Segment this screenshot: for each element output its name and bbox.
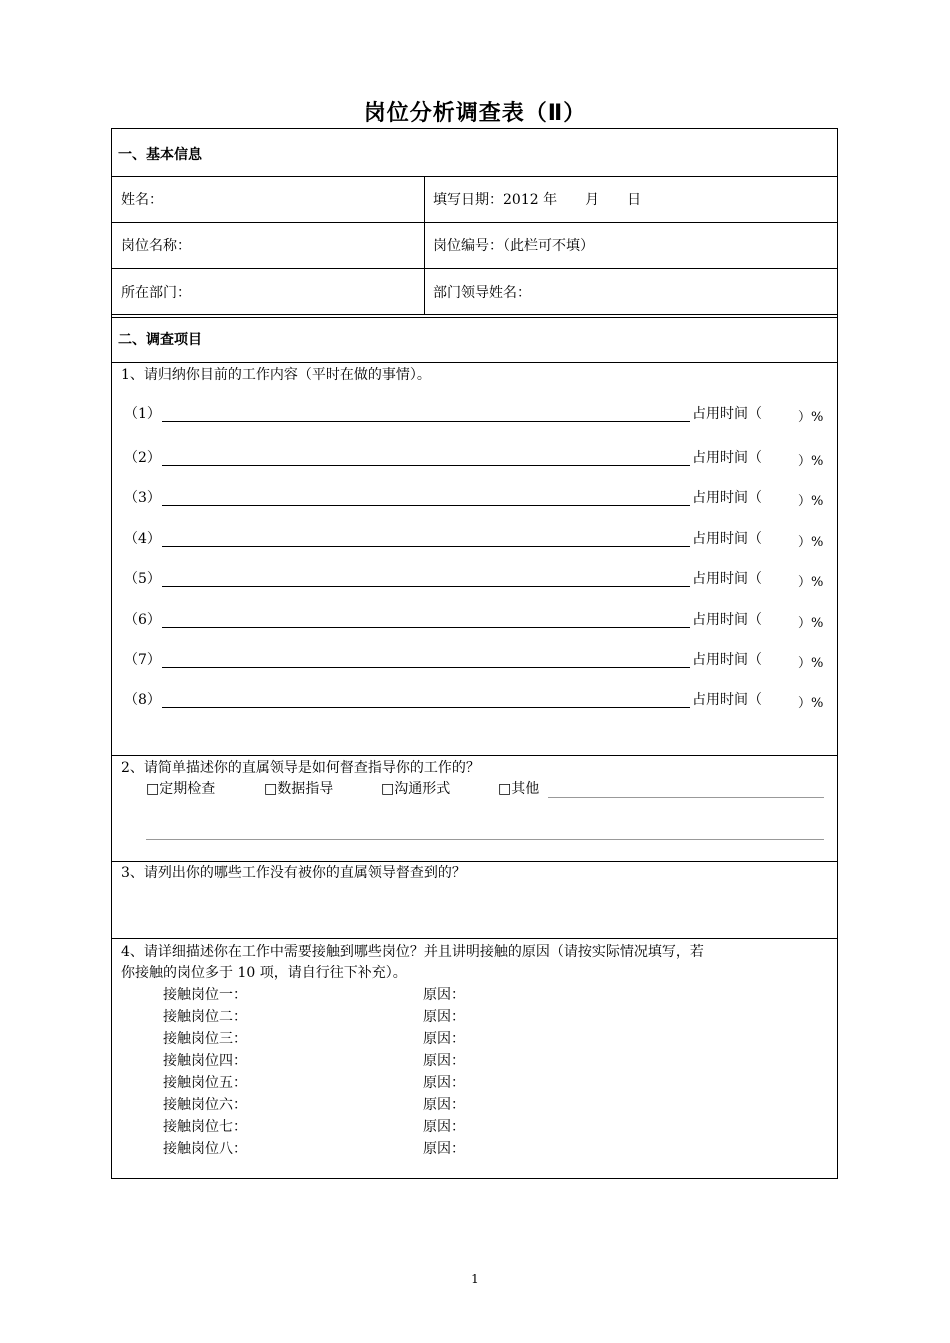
position-name-label: 岗位名称： [121, 238, 191, 254]
q4-reason-label: 原因： [423, 1097, 465, 1113]
name-label: 姓名： [121, 192, 163, 208]
q2-option-communication[interactable]: □沟通形式 [381, 781, 451, 797]
q2-other-line[interactable] [548, 797, 824, 798]
section2-heading: 二、调查项目 [118, 332, 202, 348]
q1-time-label: 占用时间（ [692, 571, 762, 587]
q1-time-label: 占用时间（ [692, 406, 762, 422]
q1-time-label: 占用时间（ [692, 490, 762, 506]
q1-time-label: 占用时间（ [692, 612, 762, 628]
q4-contact-label: 接触岗位四： [163, 1053, 247, 1069]
page-number: 1 [471, 1272, 479, 1286]
q1-percent-label: ）% [798, 616, 824, 631]
q1-percent-label: ）% [798, 410, 824, 425]
q1-percent-label: ）% [798, 454, 824, 469]
q1-item-number: （2） [124, 450, 161, 466]
q2-text: 2、请简单描述你的直属领导是如何督查指导你的工作的？ [121, 760, 480, 776]
q4-contact-label: 接触岗位二： [163, 1009, 247, 1025]
q4-contact-label: 接触岗位一： [163, 987, 247, 1003]
q1-percent-label: ）% [798, 696, 824, 711]
q1-item-number: （1） [124, 406, 161, 422]
q4-reason-label: 原因： [423, 1119, 465, 1135]
q4-contact-label: 接触岗位七： [163, 1119, 247, 1135]
q4-contact-label: 接触岗位六： [163, 1097, 247, 1113]
q1-item-number: （3） [124, 490, 161, 506]
q4-text-line2: 你接触的岗位多于 10 项，请自行往下补充）。 [121, 965, 407, 981]
q1-percent-label: ）% [798, 656, 824, 671]
q1-item-answer-line[interactable] [162, 667, 690, 668]
q1-item-answer-line[interactable] [162, 586, 690, 587]
q1-percent-label: ）% [798, 494, 824, 509]
q2-option-data-guidance[interactable]: □数据指导 [264, 781, 334, 797]
q1-time-label: 占用时间（ [692, 652, 762, 668]
q1-percent-label: ）% [798, 575, 824, 590]
q4-reason-label: 原因： [423, 1141, 465, 1157]
q1-item-number: （6） [124, 612, 161, 628]
q4-reason-label: 原因： [423, 1009, 465, 1025]
q4-contact-label: 接触岗位八： [163, 1141, 247, 1157]
q4-text-line1: 4、请详细描述你在工作中需要接触到哪些岗位？并且讲明接触的原因（请按实际情况填写，若 [121, 944, 704, 960]
page-title: 岗位分析调查表（Ⅱ） [363, 101, 587, 126]
q1-item-answer-line[interactable] [162, 421, 690, 422]
date-label: 填写日期：2012 年 月 日 [433, 192, 642, 208]
q1-item-answer-line[interactable] [162, 627, 690, 628]
q1-item-number: （4） [124, 531, 161, 547]
q4-reason-label: 原因： [423, 1031, 465, 1047]
q1-item-answer-line[interactable] [162, 505, 690, 506]
q1-item-answer-line[interactable] [162, 546, 690, 547]
q1-time-label: 占用时间（ [692, 692, 762, 708]
q4-contact-label: 接触岗位五： [163, 1075, 247, 1091]
q3-text: 3、请列出你的哪些工作没有被你的直属领导督查到的？ [121, 865, 466, 881]
q4-reason-label: 原因： [423, 987, 465, 1003]
position-code-label: 岗位编号：（此栏可不填） [433, 238, 594, 254]
department-label: 所在部门： [121, 285, 191, 301]
q4-reason-label: 原因： [423, 1075, 465, 1091]
leader-label: 部门领导姓名： [433, 285, 531, 301]
q2-option-regular-check[interactable]: □定期检查 [146, 781, 216, 797]
q1-item-answer-line[interactable] [162, 707, 690, 708]
q1-percent-label: ）% [798, 535, 824, 550]
q2-option-other[interactable]: □其他 [498, 781, 540, 797]
q1-time-label: 占用时间（ [692, 450, 762, 466]
q1-item-number: （5） [124, 571, 161, 587]
q1-text: 1、请归纳你目前的工作内容（平时在做的事情）。 [121, 367, 431, 383]
q1-item-number: （7） [124, 652, 161, 668]
q4-contact-label: 接触岗位三： [163, 1031, 247, 1047]
q2-answer-line[interactable] [146, 839, 824, 840]
q1-item-number: （8） [124, 692, 161, 708]
q1-item-answer-line[interactable] [162, 465, 690, 466]
q1-time-label: 占用时间（ [692, 531, 762, 547]
q4-reason-label: 原因： [423, 1053, 465, 1069]
section1-heading: 一、基本信息 [118, 147, 202, 163]
